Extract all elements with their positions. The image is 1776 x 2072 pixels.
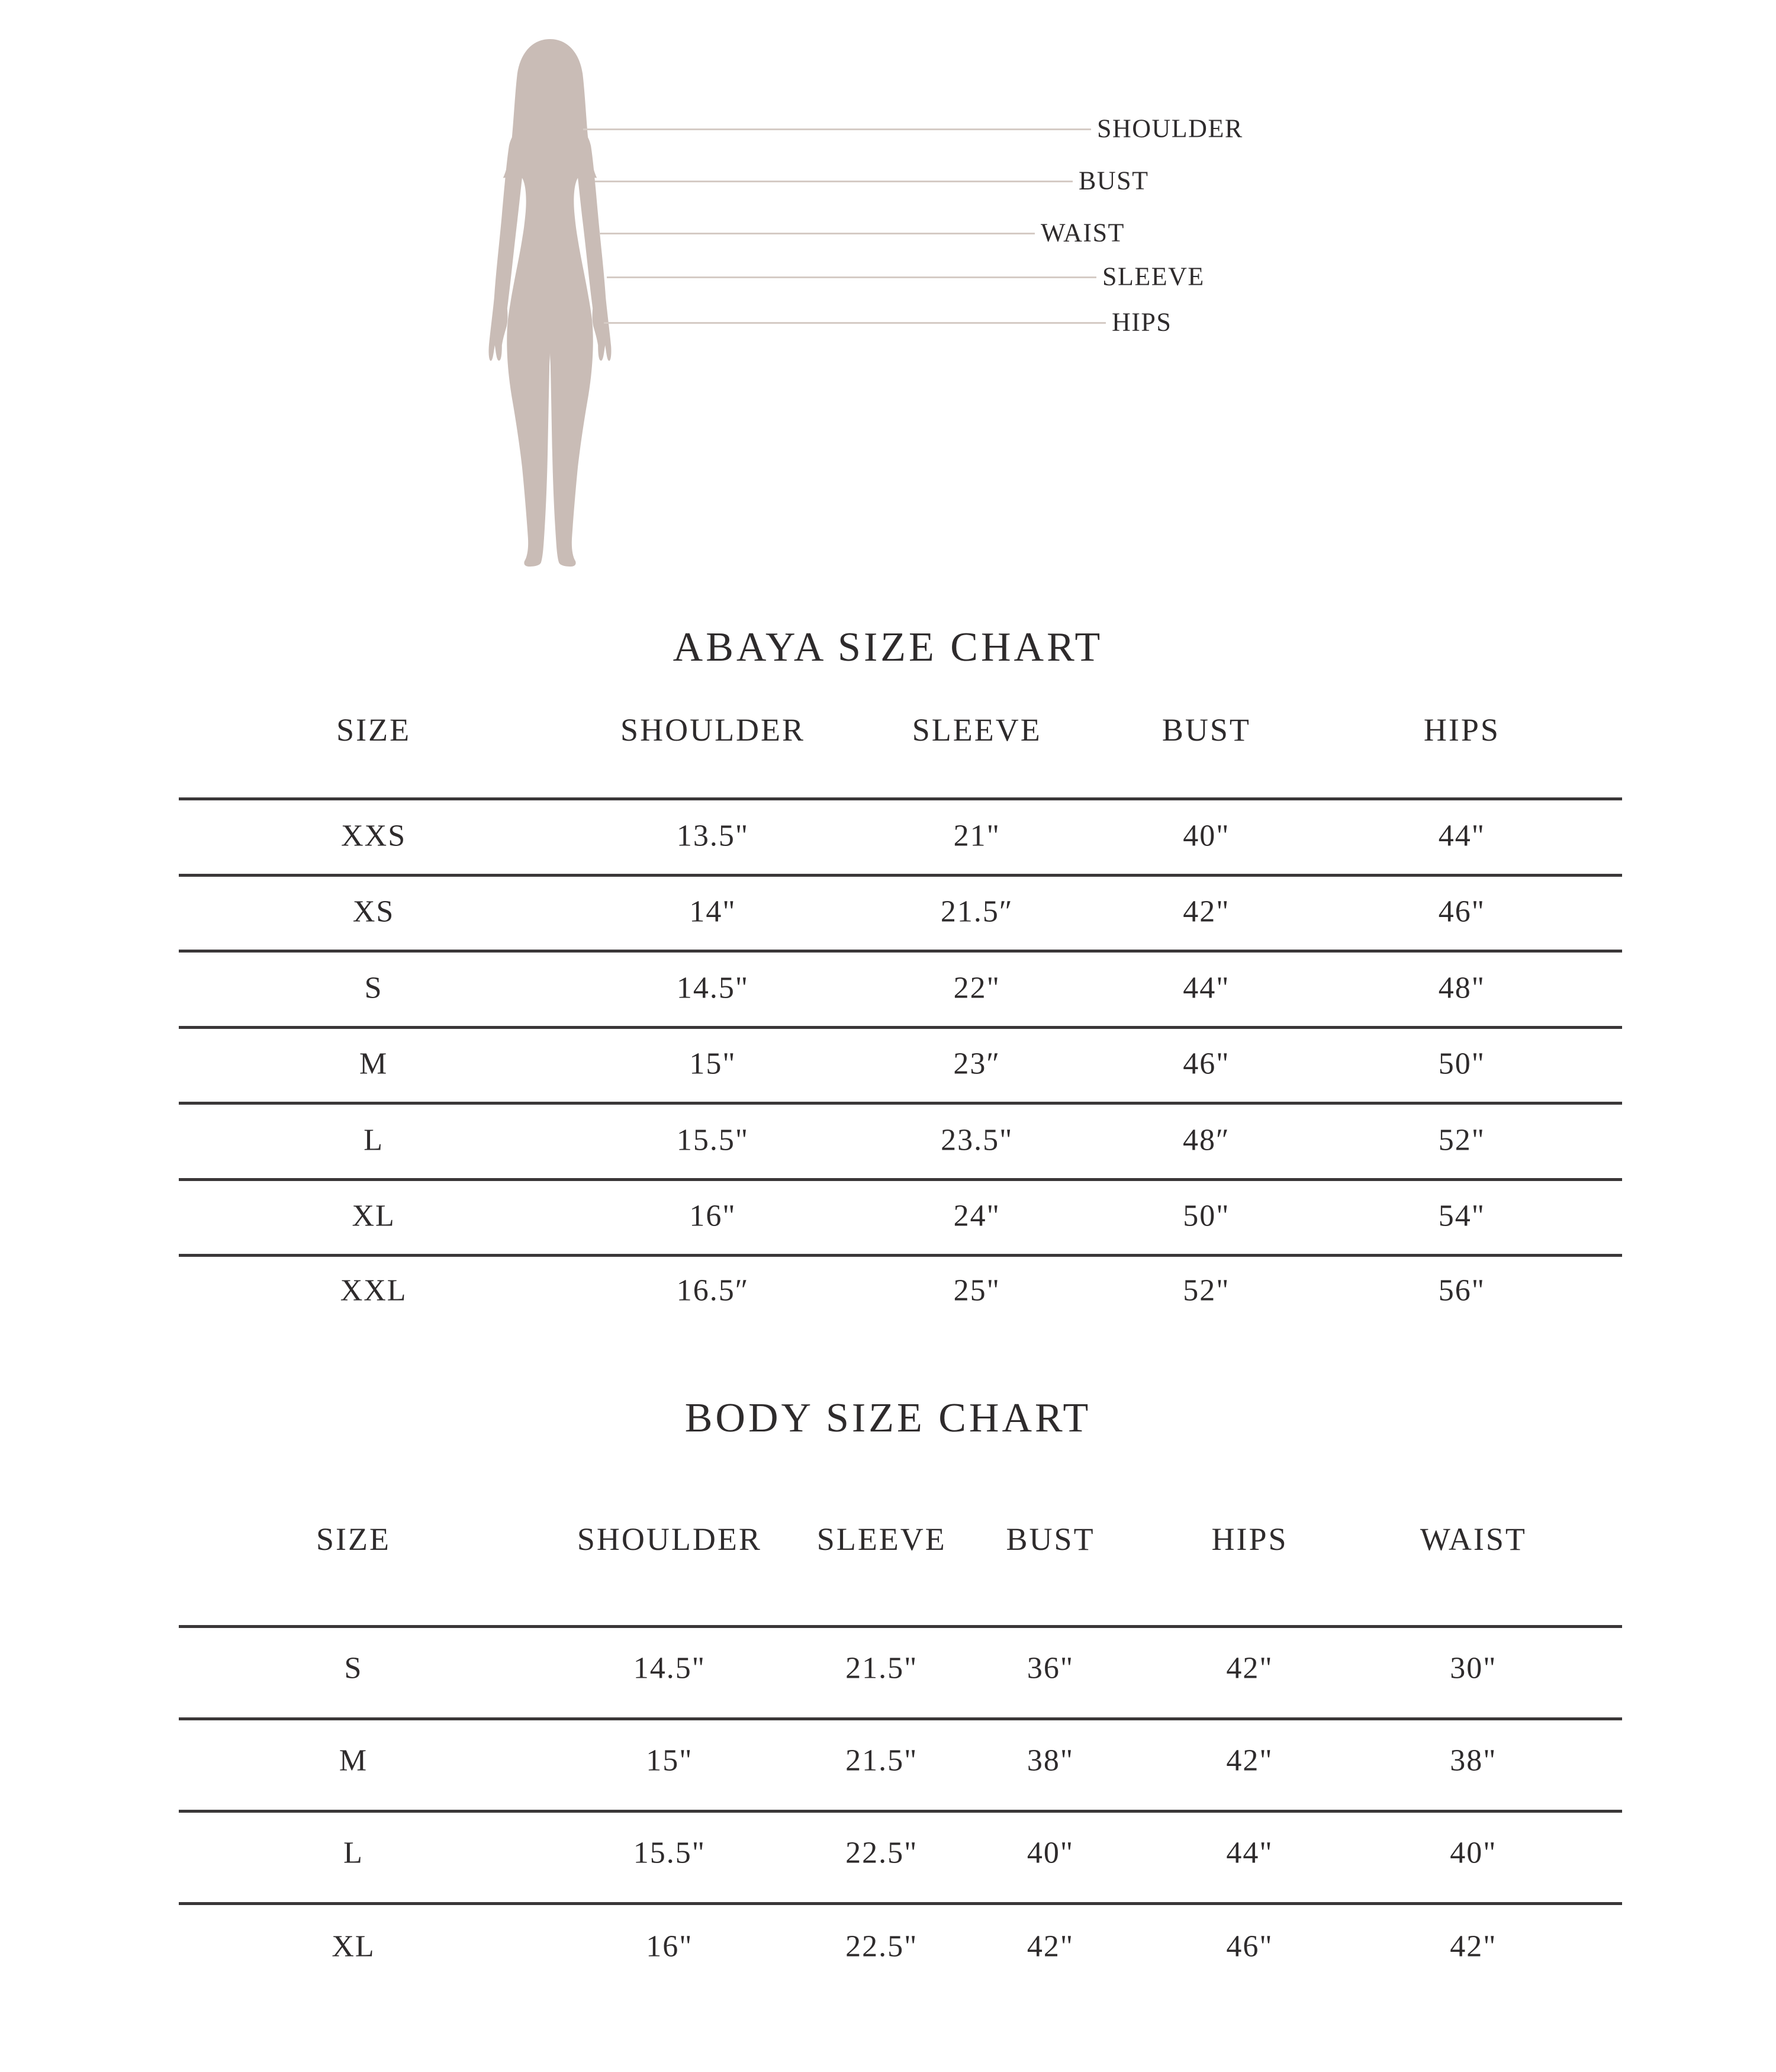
header-cell-shoulder: SHOULDER: [577, 1521, 762, 1557]
value-cell: 42": [1183, 895, 1230, 929]
value-cell: 23″: [953, 1047, 1001, 1081]
value-cell: 42": [1450, 1929, 1497, 1964]
value-cell: 50": [1183, 1199, 1230, 1233]
body-chart-title: BODY SIZE CHART: [684, 1395, 1092, 1441]
header-cell-hips: HIPS: [1423, 712, 1500, 748]
value-cell: 21.5": [845, 1743, 918, 1778]
abaya-chart-title: ABAYA SIZE CHART: [673, 625, 1103, 670]
size-cell: S: [344, 1651, 363, 1685]
size-cell: L: [343, 1836, 363, 1870]
value-cell: 48″: [1183, 1123, 1230, 1157]
size-cell: S: [364, 971, 383, 1005]
measure-label-waist: WAIST: [1041, 218, 1125, 247]
value-cell: 16.5″: [676, 1273, 749, 1308]
value-cell: 46": [1183, 1047, 1230, 1081]
size-cell: XXS: [341, 819, 407, 853]
header-cell-waist: WAIST: [1420, 1521, 1527, 1557]
value-cell: 38": [1450, 1743, 1497, 1778]
value-cell: 16": [689, 1199, 736, 1233]
size-cell: L: [363, 1123, 384, 1157]
header-cell-size: SIZE: [316, 1521, 391, 1557]
value-cell: 14.5": [633, 1651, 706, 1685]
value-cell: 21.5″: [940, 895, 1014, 929]
value-cell: 22.5": [845, 1836, 918, 1870]
header-cell-shoulder: SHOULDER: [620, 712, 806, 748]
measure-label-shoulder: SHOULDER: [1097, 114, 1243, 143]
size-cell: M: [339, 1743, 368, 1778]
value-cell: 22.5": [845, 1929, 918, 1964]
value-cell: 23.5": [941, 1123, 1014, 1157]
value-cell: 44": [1183, 971, 1230, 1005]
value-cell: 14.5": [676, 971, 749, 1005]
value-cell: 21.5": [845, 1651, 918, 1685]
value-cell: 42": [1027, 1929, 1074, 1964]
value-cell: 52": [1438, 1123, 1485, 1157]
value-cell: 48": [1438, 971, 1485, 1005]
value-cell: 14": [689, 895, 736, 929]
table-rule: [179, 1902, 1622, 1905]
value-cell: 40": [1183, 819, 1230, 853]
body-size-table: [179, 0, 1622, 2072]
value-cell: 15": [646, 1743, 693, 1778]
value-cell: 40": [1450, 1836, 1497, 1870]
size-cell: XS: [352, 895, 395, 929]
value-cell: 24": [953, 1199, 1000, 1233]
header-cell-sleeve: SLEEVE: [816, 1521, 947, 1557]
value-cell: 56": [1438, 1273, 1485, 1308]
value-cell: 25": [953, 1273, 1000, 1308]
size-cell: M: [359, 1047, 388, 1081]
value-cell: 22": [953, 971, 1000, 1005]
header-cell-bust: BUST: [1162, 712, 1251, 748]
size-cell: XL: [352, 1199, 395, 1233]
measure-label-hips: HIPS: [1112, 307, 1172, 337]
value-cell: 44": [1438, 819, 1485, 853]
value-cell: 50": [1438, 1047, 1485, 1081]
header-cell-hips: HIPS: [1211, 1521, 1288, 1557]
value-cell: 42": [1226, 1743, 1273, 1778]
value-cell: 15.5": [633, 1836, 706, 1870]
value-cell: 30": [1450, 1651, 1497, 1685]
table-rule: [179, 1625, 1622, 1628]
size-cell: XXL: [340, 1273, 407, 1308]
value-cell: 46": [1226, 1929, 1273, 1964]
header-cell-size: SIZE: [336, 712, 411, 748]
value-cell: 44": [1226, 1836, 1273, 1870]
value-cell: 16": [646, 1929, 693, 1964]
value-cell: 15": [689, 1047, 736, 1081]
value-cell: 15.5": [676, 1123, 749, 1157]
value-cell: 46": [1438, 895, 1485, 929]
value-cell: 42": [1226, 1651, 1273, 1685]
value-cell: 40": [1027, 1836, 1074, 1870]
size-cell: XL: [332, 1929, 375, 1964]
table-rule: [179, 1717, 1622, 1720]
value-cell: 52": [1183, 1273, 1230, 1308]
measure-label-bust: BUST: [1079, 166, 1149, 195]
header-cell-sleeve: SLEEVE: [912, 712, 1042, 748]
table-rule: [179, 1810, 1622, 1813]
value-cell: 38": [1027, 1743, 1074, 1778]
header-cell-bust: BUST: [1006, 1521, 1095, 1557]
measure-label-sleeve: SLEEVE: [1102, 262, 1205, 291]
value-cell: 54": [1438, 1199, 1485, 1233]
value-cell: 21": [953, 819, 1000, 853]
value-cell: 13.5": [676, 819, 749, 853]
value-cell: 36": [1027, 1651, 1074, 1685]
